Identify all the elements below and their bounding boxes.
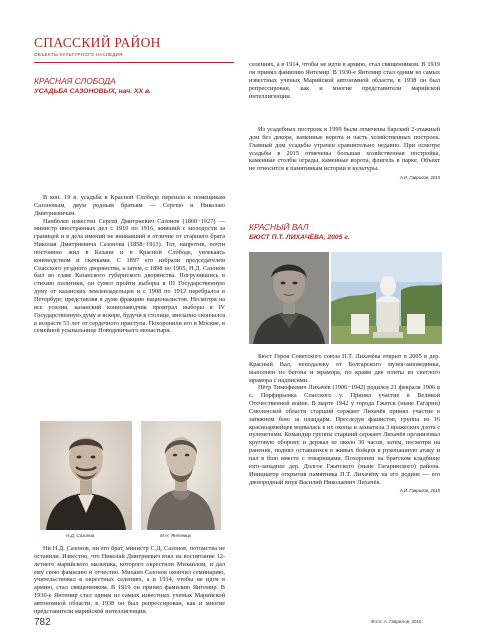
sloboda-text-top <box>34 194 225 335</box>
section-subtitle-sloboda: УСАДЬБА САЗОНОВЫХ, нач. XX в. <box>34 87 151 95</box>
section-title-sloboda: КРАСНАЯ СЛОБОДА <box>34 76 116 86</box>
portrait-yantemir <box>141 421 221 530</box>
page-number: 782 <box>34 617 51 628</box>
portrait-sazonov <box>40 421 132 530</box>
sloboda-text-bottom <box>34 545 225 616</box>
photo-likhachev-bust <box>331 252 442 344</box>
photo-credit: Фото: А. Гаврилов, 2015 <box>371 619 422 624</box>
paragraph-continued: селениях, а в 1914, чтобы не идти в армию, стал священником. В 1919 он принял фамилию Янтемир. В 1930-е Янтемир стал одним из самых известных ученых Марийской автономной области, в 1938 он был репрессирован, как и многие представители марийской интеллигенции. <box>249 61 440 100</box>
district-subtitle: ОБЪЕКТЫ КУЛЬТУРНОГО НАСЛЕДИЯ <box>34 52 123 57</box>
section-subtitle-val: БЮСТ П.Т. ЛИХАЧЁВА, 2005 г. <box>249 233 350 241</box>
photo-likhachev-portrait <box>249 252 329 344</box>
paragraph: Пётр Тимофеевич Лихачёв (1906−1942) родился 21 февраля 1906 в с. Порфирьевка Спасского у. Принял участие в Великой Отечественной войне. В марте 1942 у города Гжатск (ныне Гагарин) Смоленской области старший сержант Лихачёв принял участие в затяжном бою за плацдарм. Преследуя фашистов, группа из 16 красноармейцев ворвалась в их окопы и захватила 3 вражеских дзота с пулеметами. Командир группы старший сержант Лихачёв организовал круговую оборону и держал ее около 30 часов, затем, несмотря на ранение, поднял оставшихся в живых бойцов в рукопашную атаку и пал в бою вместе с товарищами. Похоронен на братском кладбище юго-западнее дер. Долгое Гжатского (ныне Гагаринского) района. Инициатор открытия памятника П.Т. Лихачёву на его родине — его двоюродный внук Василий Николаевич Лихачёв. <box>249 384 440 486</box>
paragraph: Из усадебных построек в 1999 были отмечены барский 2-этажный дом без декора, каменные ворота и часть хозяйственных построек. Главный дом усадьбы утрачен сравнительно недавно. При осмотре усадьбы в 2015 отмечены большая хозяйственная постройка, каменные столбы ограды, каменные ворота, флигель в парке. Объект не относится к памятникам истории и культуры. <box>249 126 440 173</box>
district-title: СПАССКИЙ РАЙОН <box>34 35 161 50</box>
paragraph: Ни Н.Д. Сазонов, ни его брат, министр С.Д. Сазонов, потомства не оставили. Известно, что Николай Дмитриевич взял на воспитание 12-летнего марийского мальчика, которого окрестили Михаилом, и дал ему свою фамилию и отчество. Михаил Сазонов окончил семинарию, учительствовал в окрестных селениях, а в 1914, чтобы не идти в армию, стал священником. В 1919 он принял фамилию Янтемир. В 1930-е Янтемир стал одним из самых известных ученых Марийской автономной области, в 1938 он был репрессирован, как и многие представители марийской интеллигенции. <box>34 545 225 615</box>
val-heading <box>249 223 440 242</box>
signature-val: А.И. Гаврилов, 2015 <box>399 488 440 494</box>
paragraph: В кон. 19 в. усадьба в Красной Слободе перешла к помещикам Сазоновым, двум родным братьям — Сергею и Николаю Дмитриевичам. <box>34 194 225 217</box>
caption-yantemir: М.Н. Янтемир <box>160 533 192 538</box>
sloboda-heading <box>34 77 225 96</box>
paragraph: Наиболее известен Сергей Дмитриевич Сазонов (1860−1927) — министр иностранных дел с 1910 по 1916, живший с молодости за границей и в дела имений не вникавший в отличие от старшего брата Николая Дмитриевича Сазонова (1858−1913). Тот, напротив, почти постоянно жил в Казани и в Красной Слободе, увлекаясь коневодством и скачками. С 1897 его избрали председателем Спасского уездного дворянства, а затем, с 1898 по 1905, Н.Д. Сазонов был во главе Казанского губернского дворянства. Погрузившись в стихию политики, он сумел пройти выборы в III Государственную думу от казанских землевладельцев и с 1908 по 1912 перебрался в Петербург, представляя в думе фракцию националистов. Несмотря на все усилия, казанский коннозаводчик проиграл выборы в IV Государственную думу и вскоре, будучи в столице, внезапно скончался в возрасте 53 лет от сердечного приступа. Похоронили его в Москве, в семейной усыпальнице Новодевичьего монастыря. <box>34 217 225 335</box>
caption-sazonov: Н.Д. Сазонов <box>66 533 95 538</box>
paragraph: Бюст Героя Советского союза П.Т. Лихачёва открыт в 2005 в дер. Красный Вал, неподалеку от Болгарского музея-заповедника, выполнен из бетона и мрамора, по краям две плиты из светлого мрамора с надписями. <box>249 353 440 384</box>
val-text <box>249 353 440 494</box>
page-header <box>34 36 161 57</box>
header-divider <box>34 62 234 63</box>
sloboda-text-right-final <box>249 126 440 181</box>
section-title-val: КРАСНЫЙ ВАЛ <box>249 222 309 232</box>
signature-sloboda: А.И. Гаврилов, 2015 <box>399 175 440 181</box>
